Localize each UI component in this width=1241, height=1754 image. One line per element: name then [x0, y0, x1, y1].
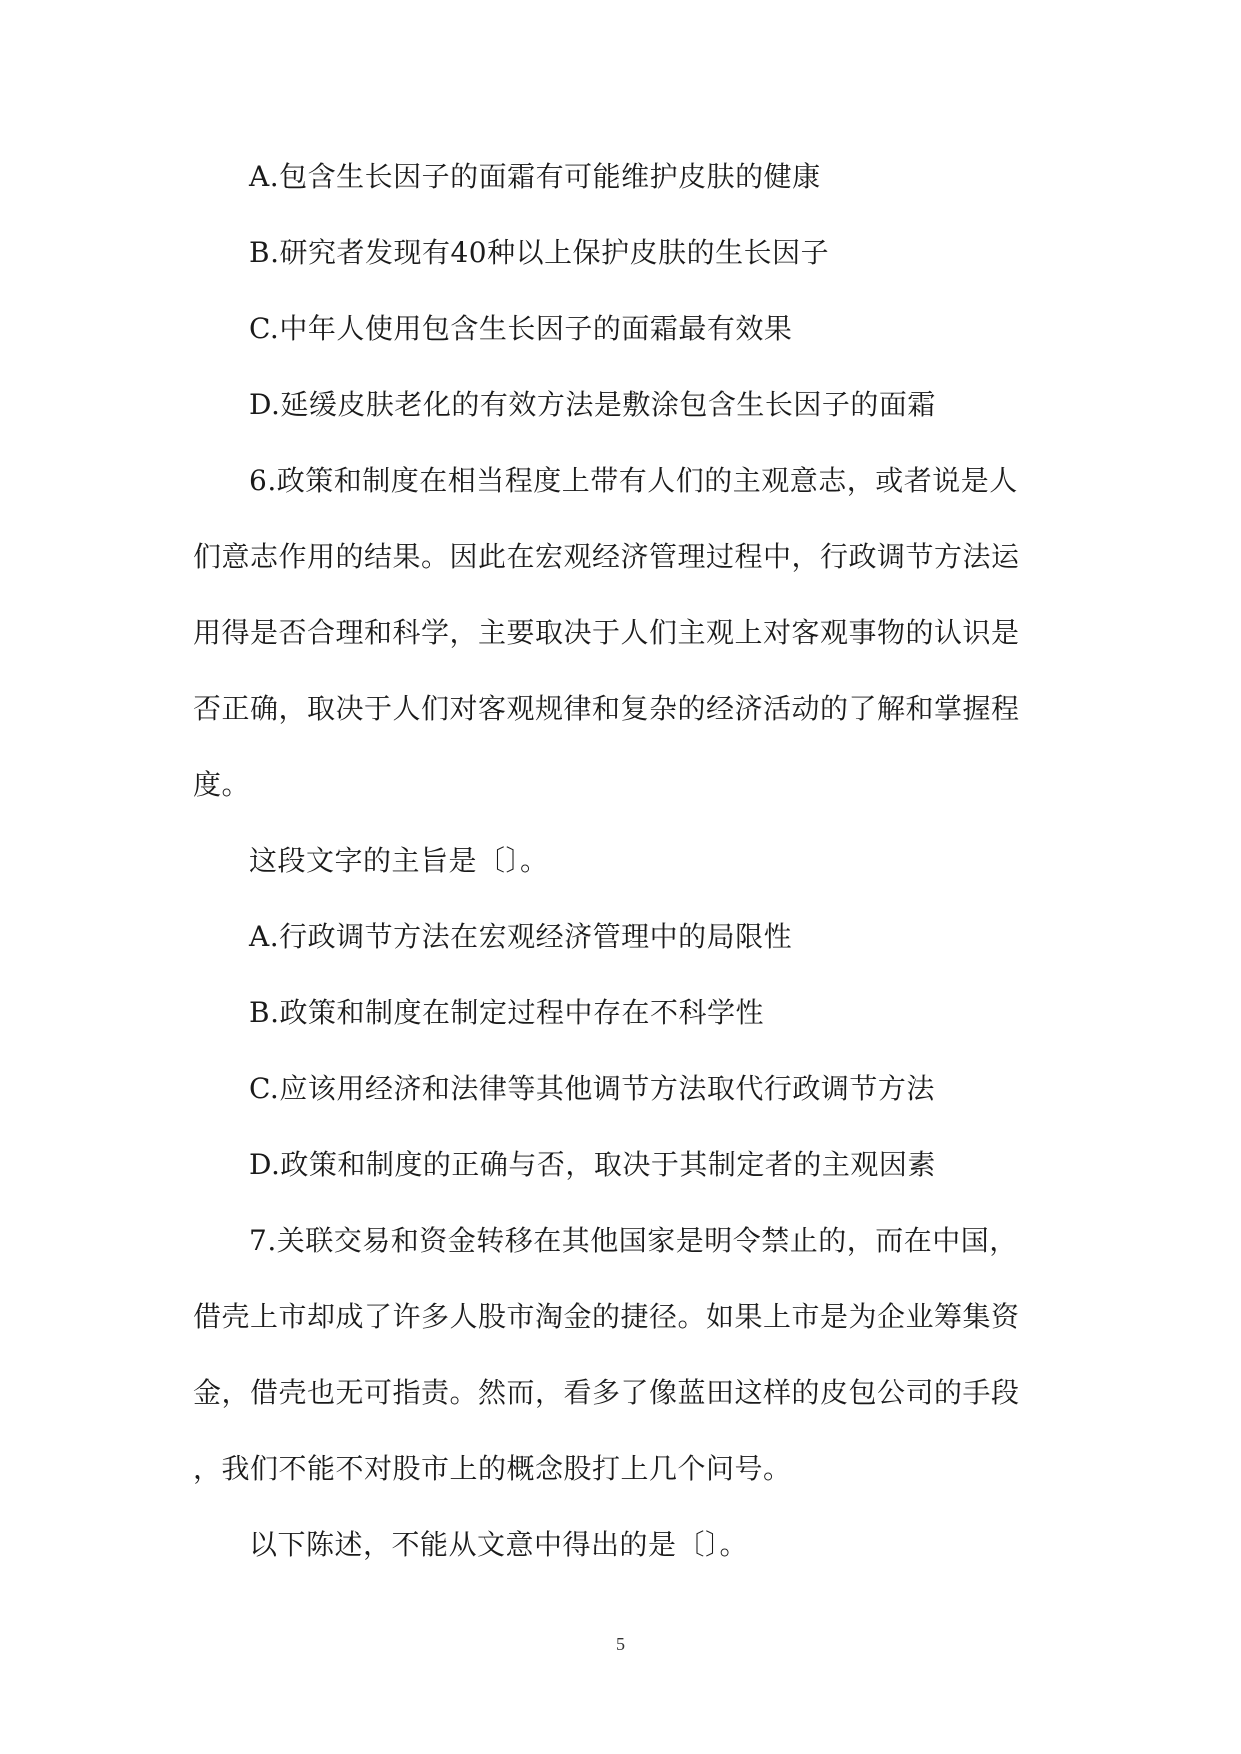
q5-option-d: D.延缓皮肤老化的有效方法是敷涂包含生长因子的面霜 — [249, 388, 936, 421]
q7-stem-line-2: 借壳上市却成了许多人股市淘金的捷径。如果上市是为企业筹集资 — [193, 1300, 1020, 1333]
q5-option-a: A.包含生长因子的面霜有可能维护皮肤的健康 — [249, 160, 821, 193]
q6-option-b: B.政策和制度在制定过程中存在不科学性 — [249, 996, 764, 1029]
q6-option-d: D.政策和制度的正确与否，取决于其制定者的主观因素 — [249, 1148, 936, 1181]
q6-stem-line-4: 否正确，取决于人们对客观规律和复杂的经济活动的了解和掌握程 — [193, 692, 1020, 725]
q6-option-a: A.行政调节方法在宏观经济管理中的局限性 — [249, 920, 793, 953]
q5-option-c: C.中年人使用包含生长因子的面霜最有效果 — [249, 312, 793, 345]
q6-question: 这段文字的主旨是〔〕。 — [249, 844, 549, 877]
q6-option-c: C.应该用经济和法律等其他调节方法取代行政调节方法 — [249, 1072, 935, 1105]
q6-stem-line-3: 用得是否合理和科学，主要取决于人们主观上对客观事物的认识是 — [193, 616, 1020, 649]
q6-stem-line-5: 度。 — [193, 768, 251, 801]
q5-option-b: B.研究者发现有40种以上保护皮肤的生长因子 — [249, 236, 830, 269]
q7-stem-line-3: 金，借壳也无可指责。然而，看多了像蓝田这样的皮包公司的手段 — [193, 1376, 1020, 1409]
page-number: 5 — [616, 1634, 625, 1654]
q6-stem-line-2: 们意志作用的结果。因此在宏观经济管理过程中，行政调节方法运 — [193, 540, 1020, 573]
q7-stem-line-1: 7.关联交易和资金转移在其他国家是明令禁止的，而在中国， — [249, 1224, 1018, 1257]
q6-stem-line-1: 6.政策和制度在相当程度上带有人们的主观意志，或者说是人 — [249, 464, 1018, 497]
q7-stem-line-4: ，我们不能不对股市上的概念股打上几个问号。 — [193, 1452, 792, 1485]
page-content — [193, 139, 1041, 1583]
q7-question: 以下陈述，不能从文意中得出的是〔〕。 — [249, 1528, 749, 1561]
